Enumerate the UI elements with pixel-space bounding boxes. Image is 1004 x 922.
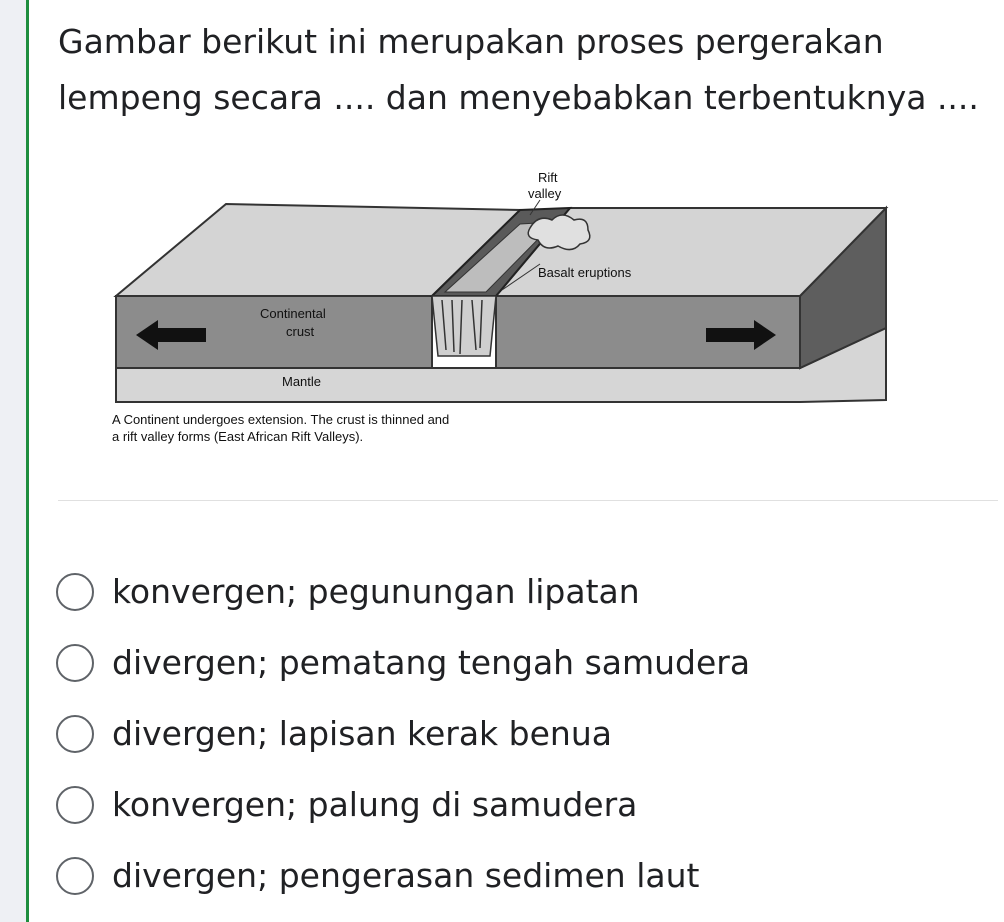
- option-c[interactable]: [56, 698, 750, 769]
- option-label: konvergen; palung di samudera: [112, 785, 638, 824]
- radio-button[interactable]: [56, 573, 94, 611]
- rift-label-line2: valley: [528, 186, 562, 201]
- figure-caption-line1: A Continent undergoes extension. The crust is thinned and: [112, 412, 450, 427]
- option-d[interactable]: [56, 769, 750, 840]
- option-e[interactable]: [56, 840, 750, 911]
- radio-button[interactable]: [56, 715, 94, 753]
- continental-crust-label-line2: crust: [286, 324, 315, 339]
- section-divider: [58, 500, 998, 501]
- answer-options: [56, 556, 750, 911]
- option-label: divergen; pengerasan sedimen laut: [112, 856, 700, 895]
- mantle-label: Mantle: [282, 374, 322, 389]
- left-margin: [0, 0, 26, 922]
- rift-fracture-zone: [432, 296, 496, 356]
- basalt-label: Basalt eruptions: [538, 265, 632, 280]
- continental-crust-label-line1: Continental: [260, 306, 326, 321]
- rift-label-line1: Rift: [538, 170, 558, 185]
- radio-button[interactable]: [56, 857, 94, 895]
- option-label: konvergen; pegunungan lipatan: [112, 572, 640, 611]
- rift-valley-diagram: [100, 160, 900, 460]
- question-text: Gambar berikut ini merupakan proses pergerakan lempeng secara .... dan menyebabkan terbentuknya ....: [58, 22, 979, 117]
- option-label: divergen; lapisan kerak benua: [112, 714, 612, 753]
- option-b[interactable]: [56, 627, 750, 698]
- radio-button[interactable]: [56, 644, 94, 682]
- question-accent-bar: [26, 0, 29, 922]
- figure-caption-line2: a rift valley forms (East African Rift Valleys).: [112, 429, 364, 444]
- radio-button[interactable]: [56, 786, 94, 824]
- option-a[interactable]: [56, 556, 750, 627]
- option-label: divergen; pematang tengah samudera: [112, 643, 751, 682]
